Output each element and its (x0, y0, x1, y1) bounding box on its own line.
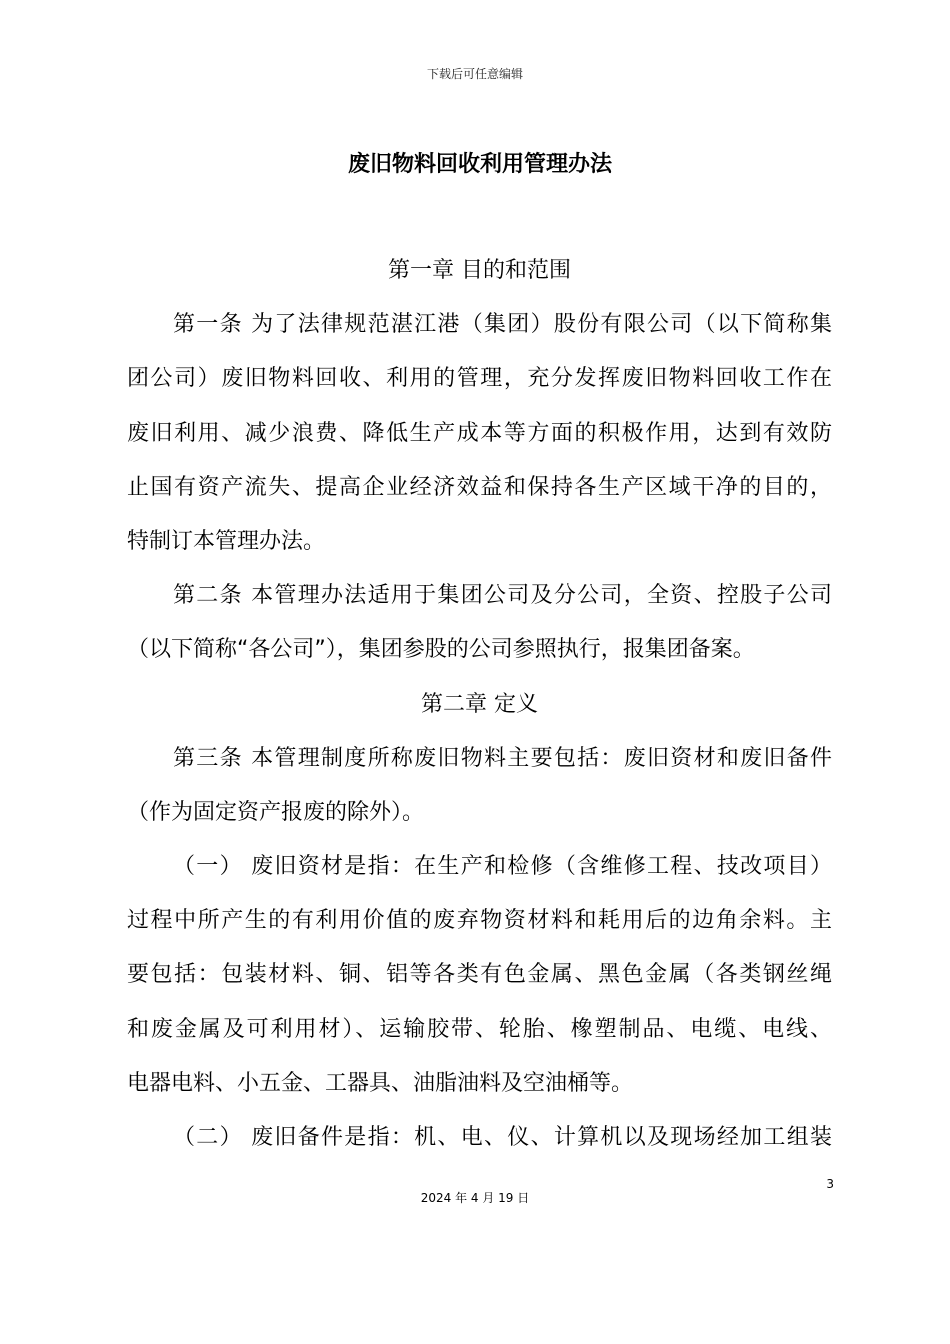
body-line: （一） 废旧资材是指：在生产和检修（含维修工程、技改项目） (173, 854, 832, 880)
body-line: 第一条 为了法律规范湛江港（集团）股份有限公司（以下简称集 (173, 312, 832, 338)
body-line: 第二条 本管理办法适用于集团公司及分公司，全资、控股子公司 (173, 583, 832, 609)
body-line: 第二章 定义 (421, 691, 538, 717)
body-line: 止国有资产流失、提高企业经济效益和保持各生产区域干净的目的， (127, 474, 832, 500)
header-note: 下载后可任意编辑 (426, 67, 523, 81)
body-line: 团公司）废旧物料回收、利用的管理，充分发挥废旧物料回收工作在 (127, 366, 832, 392)
body-line: （二） 废旧备件是指：机、电、仪、计算机以及现场经加工组装 (173, 1125, 832, 1150)
document-body (127, 244, 832, 1165)
body-line: 电器电料、小五金、工器具、油脂油料及空油桶等。 (127, 1070, 634, 1096)
body-line: 和废金属及可利用材）、运输胶带、轮胎、橡塑制品、电缆、电线、 (127, 1016, 832, 1042)
body-line: 特制订本管理办法。 (127, 528, 326, 554)
body-line: 过程中所产生的有利用价值的废弃物资材料和耗用后的边角余料。主 (127, 908, 832, 934)
body-line: 要包括：包装材料、铜、铝等各类有色金属、黑色金属（各类钢丝绳 (127, 962, 832, 988)
body-line: 第三条 本管理制度所称废旧物料主要包括：废旧资材和废旧备件 (173, 745, 832, 771)
document-title: 废旧物料回收利用管理办法 (347, 152, 612, 177)
body-line: 废旧利用、减少浪费、降低生产成本等方面的积极作用，达到有效防 (127, 420, 832, 446)
body-line: 第一章 目的和范围 (388, 258, 571, 283)
body-line: （作为固定资产报废的除外）。 (127, 799, 425, 825)
page-number: 3 (826, 1177, 834, 1191)
footer-date: 2024 年 4 月 19 日 (420, 1191, 530, 1205)
body-line: （以下简称“各公司”），集团参股的公司参照执行，报集团备案。 (127, 637, 755, 663)
